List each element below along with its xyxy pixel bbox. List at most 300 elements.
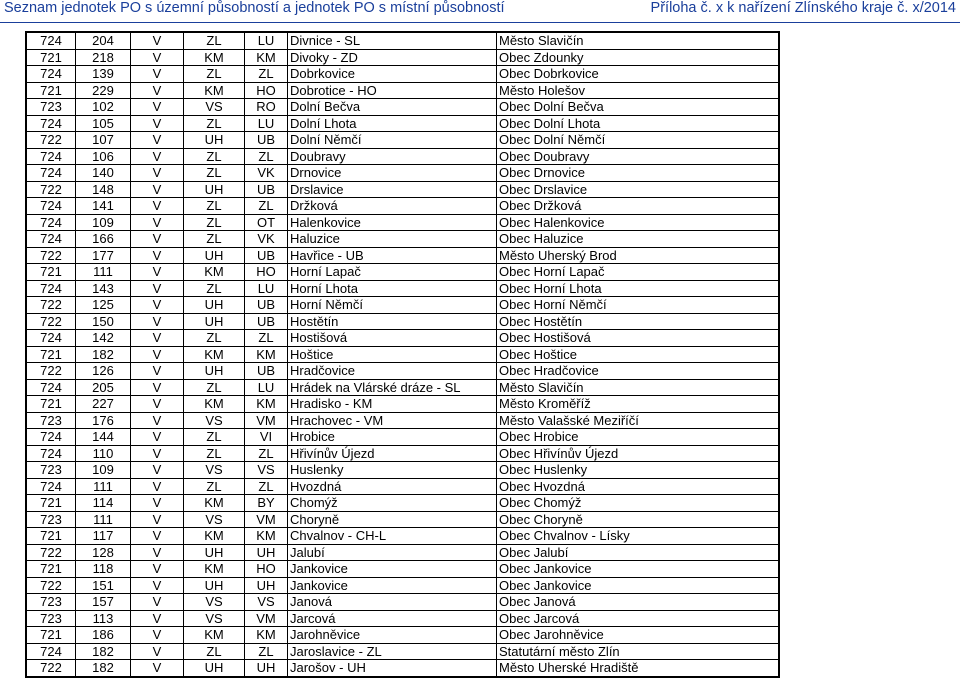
- area-cell: UB: [245, 313, 288, 330]
- area-cell: VM: [245, 610, 288, 627]
- type-cell: V: [131, 544, 184, 561]
- number-cell: 151: [76, 577, 131, 594]
- code-cell: 722: [26, 297, 76, 314]
- code-cell: 724: [26, 66, 76, 83]
- unit-name-cell: Dolní Němčí: [288, 132, 497, 149]
- district-cell: KM: [184, 346, 245, 363]
- table-row: [26, 363, 779, 380]
- unit-name-cell: Horní Němčí: [288, 297, 497, 314]
- district-cell: VS: [184, 412, 245, 429]
- founder-cell: Obec Hostětín: [497, 313, 780, 330]
- founder-cell: Obec Huslenky: [497, 462, 780, 479]
- number-cell: 107: [76, 132, 131, 149]
- table-row: [26, 148, 779, 165]
- area-cell: UB: [245, 297, 288, 314]
- type-cell: V: [131, 148, 184, 165]
- district-cell: KM: [184, 82, 245, 99]
- code-cell: 721: [26, 627, 76, 644]
- type-cell: V: [131, 132, 184, 149]
- table-row: [26, 82, 779, 99]
- code-cell: 724: [26, 231, 76, 248]
- table-row: [26, 313, 779, 330]
- founder-cell: Obec Horní Němčí: [497, 297, 780, 314]
- type-cell: V: [131, 495, 184, 512]
- type-cell: V: [131, 594, 184, 611]
- district-cell: UH: [184, 544, 245, 561]
- district-cell: ZL: [184, 214, 245, 231]
- code-cell: 724: [26, 330, 76, 347]
- area-cell: ZL: [245, 330, 288, 347]
- table-row: [26, 132, 779, 149]
- unit-name-cell: Chvalnov - CH-L: [288, 528, 497, 545]
- district-cell: UH: [184, 363, 245, 380]
- number-cell: 113: [76, 610, 131, 627]
- founder-cell: Obec Dolní Lhota: [497, 115, 780, 132]
- number-cell: 118: [76, 561, 131, 578]
- district-cell: KM: [184, 561, 245, 578]
- type-cell: V: [131, 99, 184, 116]
- unit-name-cell: Dolní Lhota: [288, 115, 497, 132]
- number-cell: 109: [76, 214, 131, 231]
- founder-cell: Město Uherský Brod: [497, 247, 780, 264]
- founder-cell: Obec Hvozdná: [497, 478, 780, 495]
- units-table-body: [26, 32, 779, 677]
- unit-name-cell: Hrachovec - VM: [288, 412, 497, 429]
- area-cell: HO: [245, 264, 288, 281]
- code-cell: 722: [26, 660, 76, 677]
- founder-cell: Obec Chvalnov - Lísky: [497, 528, 780, 545]
- number-cell: 105: [76, 115, 131, 132]
- type-cell: V: [131, 32, 184, 49]
- type-cell: V: [131, 478, 184, 495]
- table-row: [26, 478, 779, 495]
- table-row: [26, 528, 779, 545]
- unit-name-cell: Horní Lapač: [288, 264, 497, 281]
- area-cell: BY: [245, 495, 288, 512]
- table-row: [26, 115, 779, 132]
- number-cell: 106: [76, 148, 131, 165]
- code-cell: 721: [26, 264, 76, 281]
- district-cell: ZL: [184, 66, 245, 83]
- code-cell: 722: [26, 132, 76, 149]
- code-cell: 723: [26, 412, 76, 429]
- district-cell: ZL: [184, 32, 245, 49]
- unit-name-cell: Jalubí: [288, 544, 497, 561]
- area-cell: LU: [245, 379, 288, 396]
- founder-cell: Město Valašské Meziříčí: [497, 412, 780, 429]
- founder-cell: Obec Dolní Němčí: [497, 132, 780, 149]
- code-cell: 724: [26, 280, 76, 297]
- founder-cell: Obec Drslavice: [497, 181, 780, 198]
- table-row: [26, 594, 779, 611]
- type-cell: V: [131, 115, 184, 132]
- area-cell: ZL: [245, 643, 288, 660]
- founder-cell: Obec Drnovice: [497, 165, 780, 182]
- table-row: [26, 511, 779, 528]
- founder-cell: Obec Hřivínův Újezd: [497, 445, 780, 462]
- founder-cell: Obec Hoštice: [497, 346, 780, 363]
- founder-cell: Obec Doubravy: [497, 148, 780, 165]
- area-cell: LU: [245, 280, 288, 297]
- unit-name-cell: Hrobice: [288, 429, 497, 446]
- founder-cell: Obec Hrobice: [497, 429, 780, 446]
- district-cell: KM: [184, 528, 245, 545]
- founder-cell: Obec Jankovice: [497, 577, 780, 594]
- code-cell: 724: [26, 115, 76, 132]
- district-cell: UH: [184, 577, 245, 594]
- code-cell: 721: [26, 495, 76, 512]
- unit-name-cell: Havřice - UB: [288, 247, 497, 264]
- unit-name-cell: Jarošov - UH: [288, 660, 497, 677]
- area-cell: ZL: [245, 445, 288, 462]
- unit-name-cell: Jarcová: [288, 610, 497, 627]
- code-cell: 723: [26, 594, 76, 611]
- number-cell: 125: [76, 297, 131, 314]
- number-cell: 114: [76, 495, 131, 512]
- code-cell: 721: [26, 528, 76, 545]
- type-cell: V: [131, 627, 184, 644]
- area-cell: UH: [245, 660, 288, 677]
- founder-cell: Obec Jankovice: [497, 561, 780, 578]
- table-row: [26, 280, 779, 297]
- number-cell: 126: [76, 363, 131, 380]
- type-cell: V: [131, 346, 184, 363]
- table-row: [26, 462, 779, 479]
- area-cell: KM: [245, 627, 288, 644]
- founder-cell: Obec Jarcová: [497, 610, 780, 627]
- type-cell: V: [131, 66, 184, 83]
- code-cell: 721: [26, 561, 76, 578]
- unit-name-cell: Horní Lhota: [288, 280, 497, 297]
- area-cell: OT: [245, 214, 288, 231]
- area-cell: ZL: [245, 66, 288, 83]
- code-cell: 721: [26, 396, 76, 413]
- area-cell: KM: [245, 346, 288, 363]
- code-cell: 724: [26, 478, 76, 495]
- table-row: [26, 198, 779, 215]
- area-cell: KM: [245, 49, 288, 66]
- table-row: [26, 99, 779, 116]
- table-row: [26, 429, 779, 446]
- unit-name-cell: Drnovice: [288, 165, 497, 182]
- table-row: [26, 445, 779, 462]
- type-cell: V: [131, 82, 184, 99]
- unit-name-cell: Halenkovice: [288, 214, 497, 231]
- number-cell: 157: [76, 594, 131, 611]
- district-cell: VS: [184, 511, 245, 528]
- area-cell: HO: [245, 561, 288, 578]
- founder-cell: Město Holešov: [497, 82, 780, 99]
- area-cell: VS: [245, 462, 288, 479]
- district-cell: VS: [184, 99, 245, 116]
- district-cell: ZL: [184, 445, 245, 462]
- type-cell: V: [131, 247, 184, 264]
- type-cell: V: [131, 264, 184, 281]
- district-cell: ZL: [184, 478, 245, 495]
- type-cell: V: [131, 528, 184, 545]
- code-cell: 724: [26, 165, 76, 182]
- header-divider: [0, 22, 960, 23]
- type-cell: V: [131, 297, 184, 314]
- type-cell: V: [131, 231, 184, 248]
- number-cell: 117: [76, 528, 131, 545]
- district-cell: ZL: [184, 379, 245, 396]
- founder-cell: Obec Choryně: [497, 511, 780, 528]
- type-cell: V: [131, 396, 184, 413]
- unit-name-cell: Hostětín: [288, 313, 497, 330]
- code-cell: 723: [26, 610, 76, 627]
- district-cell: UH: [184, 660, 245, 677]
- number-cell: 177: [76, 247, 131, 264]
- district-cell: ZL: [184, 643, 245, 660]
- district-cell: KM: [184, 627, 245, 644]
- table-row: [26, 627, 779, 644]
- number-cell: 139: [76, 66, 131, 83]
- district-cell: ZL: [184, 165, 245, 182]
- area-cell: UB: [245, 363, 288, 380]
- unit-name-cell: Jankovice: [288, 577, 497, 594]
- table-row: [26, 396, 779, 413]
- unit-name-cell: Janová: [288, 594, 497, 611]
- area-cell: KM: [245, 396, 288, 413]
- district-cell: KM: [184, 396, 245, 413]
- unit-name-cell: Hradčovice: [288, 363, 497, 380]
- table-row: [26, 49, 779, 66]
- area-cell: VK: [245, 231, 288, 248]
- unit-name-cell: Jarohněvice: [288, 627, 497, 644]
- table-row: [26, 660, 779, 677]
- founder-cell: Město Slavičín: [497, 379, 780, 396]
- district-cell: VS: [184, 610, 245, 627]
- district-cell: ZL: [184, 280, 245, 297]
- table-row: [26, 66, 779, 83]
- district-cell: ZL: [184, 148, 245, 165]
- founder-cell: Obec Jarohněvice: [497, 627, 780, 644]
- number-cell: 150: [76, 313, 131, 330]
- area-cell: UH: [245, 577, 288, 594]
- founder-cell: Obec Halenkovice: [497, 214, 780, 231]
- area-cell: VS: [245, 594, 288, 611]
- unit-name-cell: Divoky - ZD: [288, 49, 497, 66]
- founder-cell: Obec Dobrkovice: [497, 66, 780, 83]
- number-cell: 148: [76, 181, 131, 198]
- founder-cell: Statutární město Zlín: [497, 643, 780, 660]
- number-cell: 141: [76, 198, 131, 215]
- number-cell: 205: [76, 379, 131, 396]
- number-cell: 227: [76, 396, 131, 413]
- type-cell: V: [131, 462, 184, 479]
- type-cell: V: [131, 511, 184, 528]
- type-cell: V: [131, 429, 184, 446]
- number-cell: 182: [76, 643, 131, 660]
- type-cell: V: [131, 330, 184, 347]
- district-cell: VS: [184, 462, 245, 479]
- table-row: [26, 165, 779, 182]
- district-cell: ZL: [184, 115, 245, 132]
- code-cell: 724: [26, 148, 76, 165]
- code-cell: 722: [26, 313, 76, 330]
- units-table-container: [25, 31, 780, 678]
- founder-cell: Obec Haluzice: [497, 231, 780, 248]
- code-cell: 723: [26, 99, 76, 116]
- unit-name-cell: Hřivínův Újezd: [288, 445, 497, 462]
- founder-cell: Obec Horní Lhota: [497, 280, 780, 297]
- founder-cell: Obec Chomýž: [497, 495, 780, 512]
- code-cell: 724: [26, 214, 76, 231]
- code-cell: 724: [26, 445, 76, 462]
- number-cell: 204: [76, 32, 131, 49]
- code-cell: 724: [26, 643, 76, 660]
- type-cell: V: [131, 561, 184, 578]
- area-cell: VM: [245, 511, 288, 528]
- type-cell: V: [131, 610, 184, 627]
- founder-cell: Obec Držková: [497, 198, 780, 215]
- table-row: [26, 610, 779, 627]
- number-cell: 111: [76, 264, 131, 281]
- founder-cell: Obec Horní Lapač: [497, 264, 780, 281]
- area-cell: ZL: [245, 478, 288, 495]
- code-cell: 721: [26, 82, 76, 99]
- unit-name-cell: Hoštice: [288, 346, 497, 363]
- district-cell: ZL: [184, 330, 245, 347]
- code-cell: 724: [26, 429, 76, 446]
- founder-cell: Město Slavičín: [497, 32, 780, 49]
- unit-name-cell: Hradisko - KM: [288, 396, 497, 413]
- founder-cell: Obec Dolní Bečva: [497, 99, 780, 116]
- unit-name-cell: Huslenky: [288, 462, 497, 479]
- founder-cell: Obec Janová: [497, 594, 780, 611]
- table-row: [26, 577, 779, 594]
- unit-name-cell: Divnice - SL: [288, 32, 497, 49]
- number-cell: 144: [76, 429, 131, 446]
- number-cell: 140: [76, 165, 131, 182]
- table-row: [26, 247, 779, 264]
- area-cell: ZL: [245, 148, 288, 165]
- table-row: [26, 346, 779, 363]
- unit-name-cell: Dolní Bečva: [288, 99, 497, 116]
- page-header: [0, 0, 960, 20]
- founder-cell: Město Uherské Hradiště: [497, 660, 780, 677]
- number-cell: 143: [76, 280, 131, 297]
- code-cell: 721: [26, 49, 76, 66]
- unit-name-cell: Jaroslavice - ZL: [288, 643, 497, 660]
- founder-cell: Obec Jalubí: [497, 544, 780, 561]
- area-cell: KM: [245, 528, 288, 545]
- unit-name-cell: Dobrkovice: [288, 66, 497, 83]
- type-cell: V: [131, 379, 184, 396]
- table-row: [26, 379, 779, 396]
- table-row: [26, 297, 779, 314]
- area-cell: UB: [245, 132, 288, 149]
- number-cell: 218: [76, 49, 131, 66]
- units-table: [25, 31, 780, 678]
- document-title: Seznam jednotek PO s územní působností a jednotek PO s místní působností: [4, 0, 505, 16]
- district-cell: KM: [184, 495, 245, 512]
- type-cell: V: [131, 198, 184, 215]
- code-cell: 722: [26, 363, 76, 380]
- unit-name-cell: Hrádek na Vlárské dráze - SL: [288, 379, 497, 396]
- unit-name-cell: Hostišová: [288, 330, 497, 347]
- district-cell: KM: [184, 264, 245, 281]
- unit-name-cell: Hvozdná: [288, 478, 497, 495]
- founder-cell: Obec Hostišová: [497, 330, 780, 347]
- number-cell: 111: [76, 478, 131, 495]
- unit-name-cell: Choryně: [288, 511, 497, 528]
- table-row: [26, 544, 779, 561]
- code-cell: 724: [26, 32, 76, 49]
- type-cell: V: [131, 577, 184, 594]
- type-cell: V: [131, 280, 184, 297]
- number-cell: 166: [76, 231, 131, 248]
- founder-cell: Obec Zdounky: [497, 49, 780, 66]
- table-row: [26, 561, 779, 578]
- area-cell: LU: [245, 32, 288, 49]
- code-cell: 722: [26, 577, 76, 594]
- district-cell: UH: [184, 313, 245, 330]
- type-cell: V: [131, 445, 184, 462]
- code-cell: 724: [26, 379, 76, 396]
- type-cell: V: [131, 165, 184, 182]
- unit-name-cell: Drslavice: [288, 181, 497, 198]
- number-cell: 182: [76, 660, 131, 677]
- area-cell: UB: [245, 181, 288, 198]
- number-cell: 128: [76, 544, 131, 561]
- unit-name-cell: Chomýž: [288, 495, 497, 512]
- district-cell: KM: [184, 49, 245, 66]
- table-row: [26, 214, 779, 231]
- district-cell: VS: [184, 594, 245, 611]
- number-cell: 176: [76, 412, 131, 429]
- area-cell: RO: [245, 99, 288, 116]
- type-cell: V: [131, 313, 184, 330]
- type-cell: V: [131, 363, 184, 380]
- code-cell: 722: [26, 544, 76, 561]
- code-cell: 722: [26, 247, 76, 264]
- district-cell: ZL: [184, 231, 245, 248]
- type-cell: V: [131, 643, 184, 660]
- code-cell: 722: [26, 181, 76, 198]
- table-row: [26, 330, 779, 347]
- founder-cell: Obec Hradčovice: [497, 363, 780, 380]
- area-cell: UB: [245, 247, 288, 264]
- unit-name-cell: Haluzice: [288, 231, 497, 248]
- type-cell: V: [131, 412, 184, 429]
- district-cell: ZL: [184, 429, 245, 446]
- area-cell: VI: [245, 429, 288, 446]
- area-cell: VM: [245, 412, 288, 429]
- district-cell: UH: [184, 181, 245, 198]
- unit-name-cell: Držková: [288, 198, 497, 215]
- number-cell: 111: [76, 511, 131, 528]
- table-row: [26, 32, 779, 49]
- table-row: [26, 181, 779, 198]
- unit-name-cell: Doubravy: [288, 148, 497, 165]
- number-cell: 110: [76, 445, 131, 462]
- district-cell: UH: [184, 247, 245, 264]
- district-cell: ZL: [184, 198, 245, 215]
- area-cell: VK: [245, 165, 288, 182]
- district-cell: UH: [184, 297, 245, 314]
- founder-cell: Město Kroměříž: [497, 396, 780, 413]
- area-cell: HO: [245, 82, 288, 99]
- table-row: [26, 231, 779, 248]
- table-row: [26, 643, 779, 660]
- type-cell: V: [131, 214, 184, 231]
- number-cell: 186: [76, 627, 131, 644]
- area-cell: LU: [245, 115, 288, 132]
- unit-name-cell: Dobrotice - HO: [288, 82, 497, 99]
- area-cell: UH: [245, 544, 288, 561]
